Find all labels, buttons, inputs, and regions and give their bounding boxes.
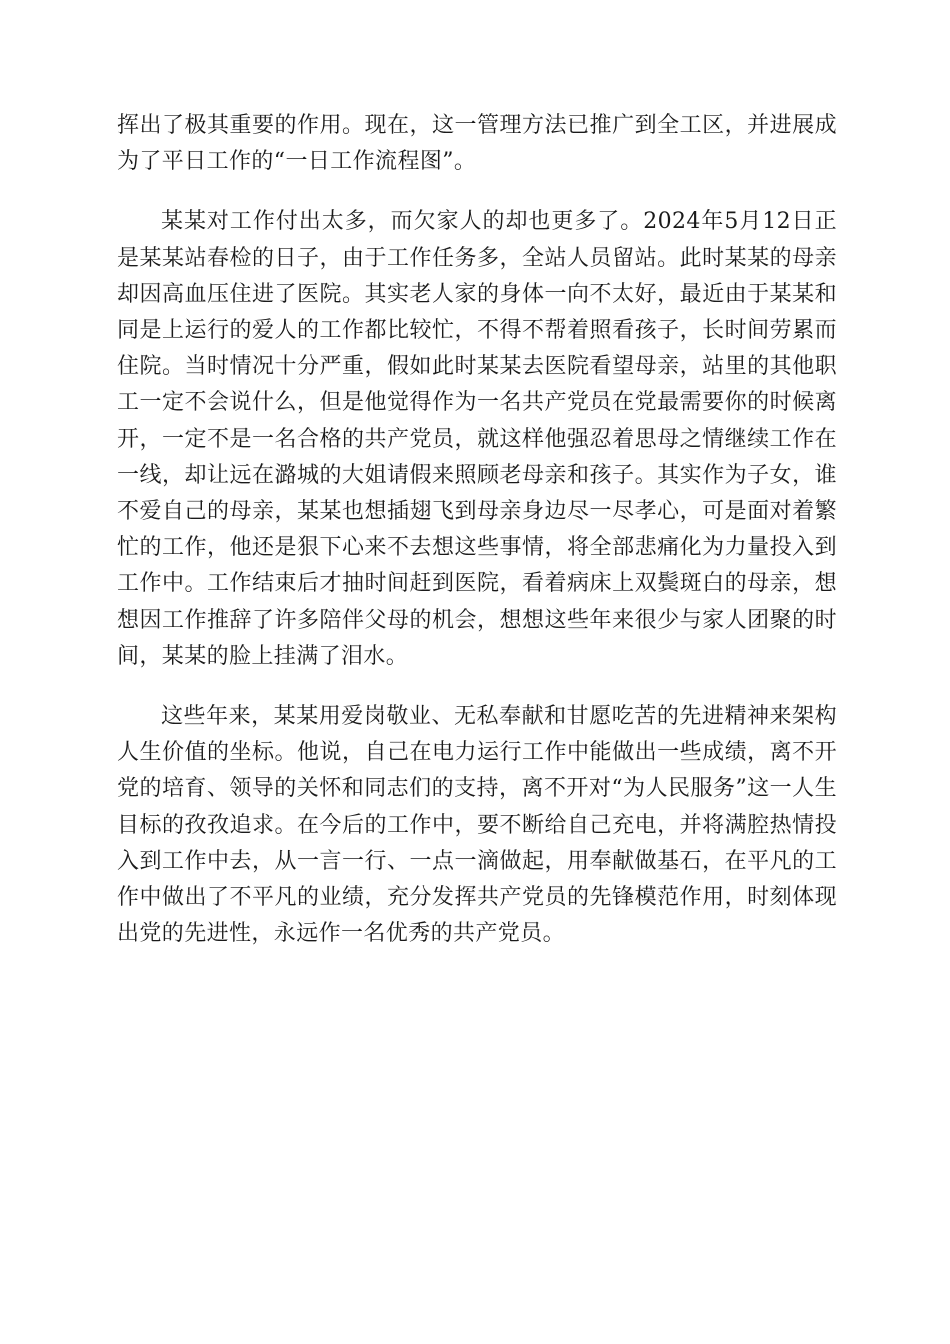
- paragraph-conclusion: 这些年来，某某用爱岗敬业、无私奉献和甘愿吃苦的先进精神来架构人生价值的坐标。他说，自己在电力运行工作中能做出一些成绩，离不开党的培育、领导的关怀和同志们的支持，离不开对“为人民服务”这一人生目标的孜孜追求。在今后的工作中，要不断给自己充电，并将满腔热情投入到工作中去，从一言一行、一点一滴做起，用奉献做基石，在平凡的工作中做出了不平凡的业绩，充分发挥共产党员的先锋模范作用，时刻体现出党的先进性，永远作一名优秀的共产党员。: [117, 704, 837, 947]
- paragraph-continuation: 挥出了极其重要的作用。现在，这一管理方法已推广到全工区，并进展成为了平日工作的“一日工作流程图”。: [117, 113, 837, 175]
- paragraph-family-sacrifice: 某某对工作付出太多，而欠家人的却也更多了。2024年5月12日正是某某站春检的日子，由于工作任务多，全站人员留站。此时某某的母亲却因高血压住进了医院。其实老人家的身体一向不太好，最近由于某某和同是上运行的爱人的工作都比较忙，不得不帮着照看孩子，长时间劳累而住院。当时情况十分严重，假如此时某某去医院看望母亲，站里的其他职工一定不会说什么，但是他觉得作为一名共产党员在党最需要你的时候离开，一定不是一名合格的共产党员，就这样他强忍着思母之情继续工作在一线，却让远在潞城的大姐请假来照顾老母亲和孩子。其实作为子女，谁不爱自己的母亲，某某也想插翅飞到母亲身边尽一尽孝心，可是面对着繁忙的工作，他还是狠下心来不去想这些事情，将全部悲痛化为力量投入到工作中。工作结束后才抽时间赶到医院，看着病床上双鬓斑白的母亲，想想因工作推辞了许多陪伴父母的机会，想想这些年来很少与家人团聚的时间，某某的脸上挂满了泪水。: [117, 209, 837, 669]
- document-body: [117, 108, 837, 952]
